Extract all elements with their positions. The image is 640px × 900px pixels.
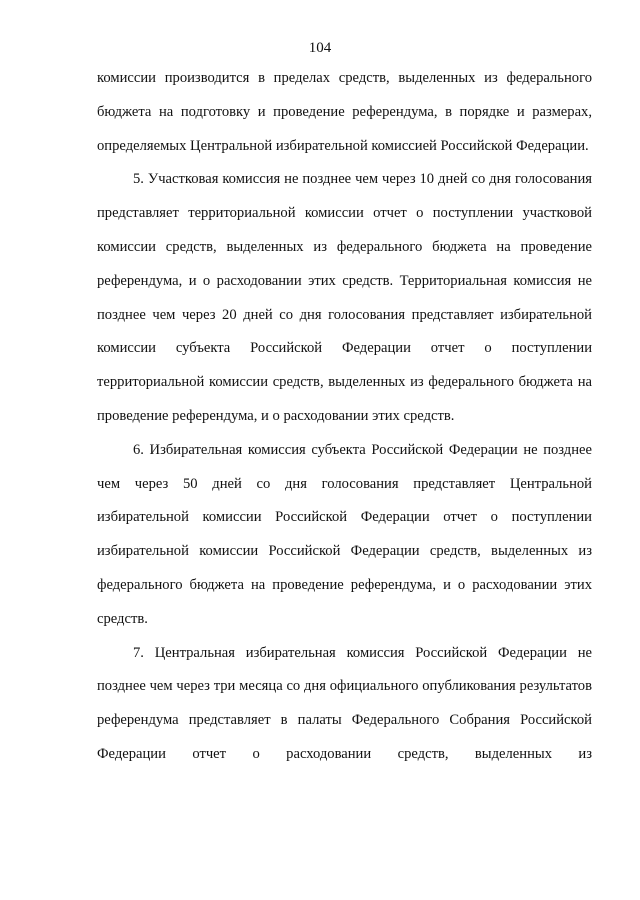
page-number: 104: [308, 40, 332, 56]
paragraph-6: 6. Избирательная комиссия субъекта Российской Федерации не позднее чем через 50 дней со дня голосования представляет Центральной избирательной комиссии Российской Федерации отчет о поступлении избирательной комиссии Российской Федерации средств, выделенных из федерального бюджета на проведение референдума, и о расходовании этих средств.: [97, 441, 592, 627]
paragraph-5: 5. Участковая комиссия не позднее чем через 10 дней со дня голосования представляет территориальной комиссии отчет о поступлении участковой комиссии средств, выделенных из федерального бюджета на проведение референдума, и о расходовании этих средств. Территориальная комиссия не позднее чем через 20 дней со дня голосования представляет избирательной комиссии субъекта Российской Федерации отчет о поступлении территориальной комиссии средств, выделенных из федерального бюджета на проведение референдума, и о расходовании этих средств.: [97, 171, 592, 424]
document-body: [97, 62, 592, 772]
paragraph-7: 7. Центральная избирательная комиссия Российской Федерации не позднее чем через три месяца со дня официального опубликования результатов референдума представляет в палаты Федерального Собрания Российской Федерации отчет о расходовании средств, выделенных из: [97, 644, 592, 762]
paragraph-continuation: комиссии производится в пределах средств, выделенных из федерального бюджета на подготовку и проведение референдума, в порядке и размерах, определяемых Центральной избирательной комиссией Российской Федерации.: [97, 70, 592, 154]
